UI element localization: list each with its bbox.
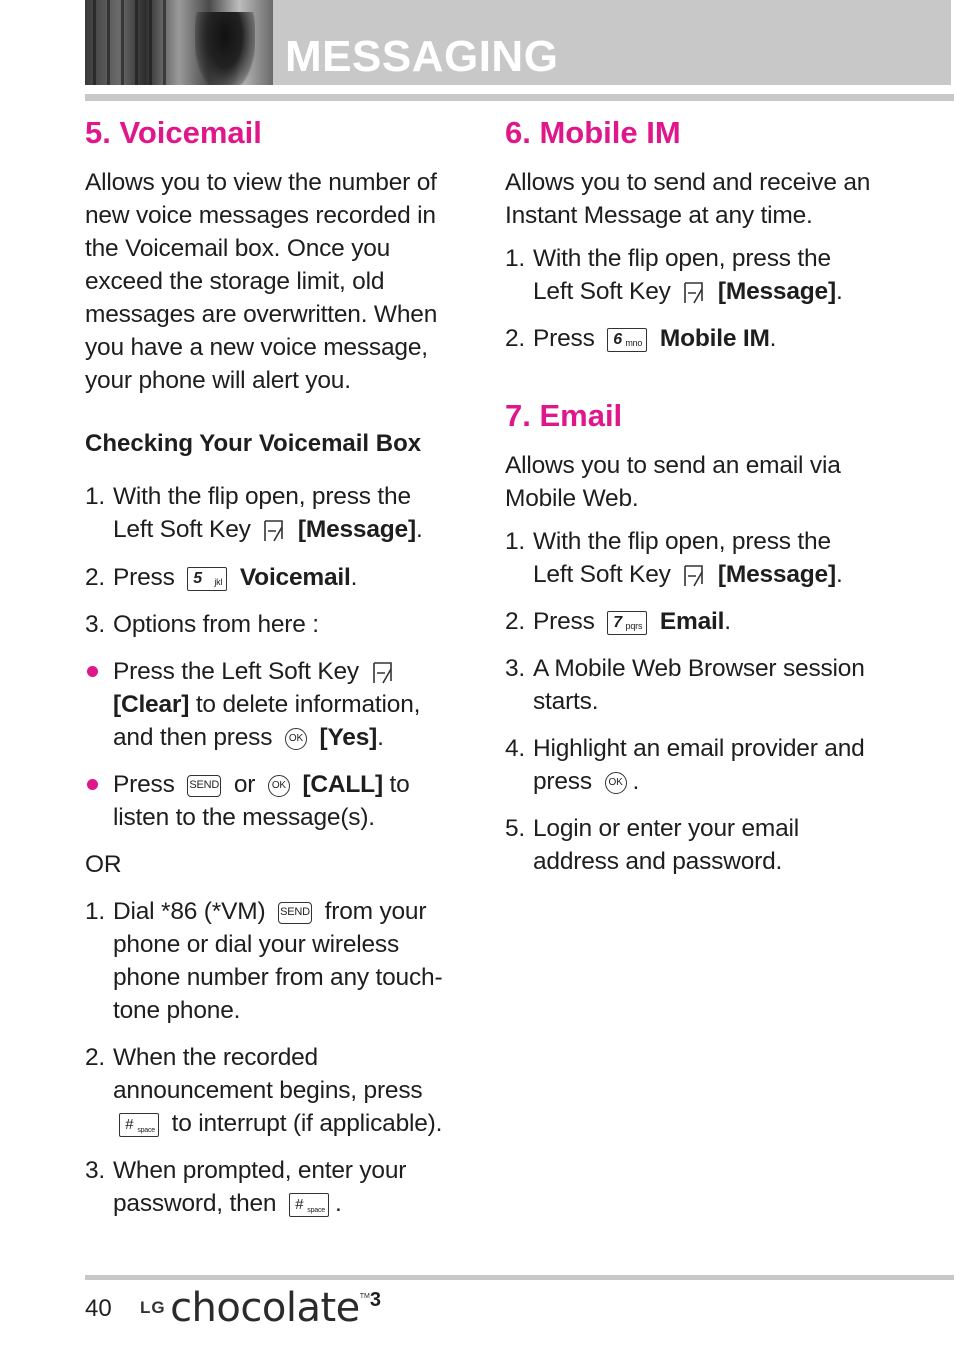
step-text: A Mobile Web Browser session starts. [533, 655, 865, 715]
left-soft-key-icon [372, 661, 394, 685]
brand-prefix: LG [140, 1298, 166, 1317]
list-item: 2. Press 5 jkl Voicemail. [85, 561, 455, 594]
voicemail-subheading: Checking Your Voicemail Box [85, 430, 422, 457]
step-text: Press [533, 608, 595, 635]
step-text: With the flip open, press the Left Soft Key [113, 483, 411, 543]
footer-divider [85, 1275, 954, 1280]
header-photo [85, 0, 273, 85]
step-number: 2. [505, 325, 526, 352]
step-key-label: Email [659, 608, 725, 635]
brand-logo [140, 1285, 381, 1331]
email-heading: 7. Email [505, 398, 623, 433]
step-text: from your phone or dial your wireless phone number from any touch-tone phone. [113, 898, 443, 1024]
list-item: Press the Left Soft Key [Clear] to delete information, and then press OK [Yes]. [85, 655, 455, 754]
list-item [85, 608, 455, 641]
list-item [505, 812, 875, 878]
step-number: 2. [85, 1044, 106, 1071]
bullet-icon [87, 666, 98, 677]
step-key-label: Voicemail [239, 564, 351, 591]
pound-key-icon: # space [119, 1113, 159, 1137]
voicemail-intro: Allows you to view the number of new voice messages recorded in the Voicemail box. Once you exceed the storage limit, old messages are overwritten. When you have a new voice message, your phone will alert you. [85, 169, 438, 394]
ok-key-icon: OK [268, 775, 290, 797]
voicemail-alt-steps [85, 895, 455, 1220]
step-text: When prompted, enter your password, then [113, 1157, 407, 1217]
list-item: 4. Highlight an email provider and press OK . [505, 732, 875, 798]
step-number: 2. [85, 564, 106, 591]
list-item [505, 652, 875, 718]
email-section [505, 393, 875, 878]
list-item: 1. With the flip open, press the Left Soft Key [Message]. [505, 525, 875, 591]
brand-version: 3 [369, 1289, 381, 1311]
voicemail-steps [85, 480, 455, 641]
step-number: 5. [505, 815, 526, 842]
step-number: 3. [85, 611, 106, 638]
bullet-key-label: [Clear] [113, 691, 190, 718]
ok-key-icon: OK [605, 772, 627, 794]
step-number: 1. [85, 898, 106, 925]
voicemail-options [85, 655, 455, 834]
voicemail-heading: 5. Voicemail [85, 115, 262, 150]
ok-key-icon: OK [285, 728, 307, 750]
key-6-icon: 6 mno [607, 328, 647, 352]
step-text: When the recorded announcement begins, press [113, 1044, 423, 1104]
bullet-key-label: [Yes] [319, 724, 378, 751]
mobile-im-heading: 6. Mobile IM [505, 115, 681, 150]
list-item [85, 1041, 455, 1140]
step-text: Highlight an email provider and press [533, 735, 865, 795]
pound-key-icon: # space [289, 1193, 329, 1217]
header-divider [85, 94, 954, 101]
step-number: 3. [505, 655, 526, 682]
send-key-icon: SEND [278, 902, 312, 924]
list-item: 3. When prompted, enter your password, then # space . [85, 1154, 455, 1220]
brand-name: chocolate [170, 1285, 360, 1331]
list-item: 2. Press 7 pqrs Email. [505, 605, 875, 638]
step-number: 2. [505, 608, 526, 635]
mobile-im-intro: Allows you to send and receive an Instant Message at any time. [505, 169, 871, 229]
mobile-im-section [505, 110, 875, 878]
step-key-label: [Message] [717, 561, 836, 588]
step-text: to interrupt (if applicable). [171, 1110, 443, 1137]
step-text: Options from here : [113, 611, 319, 638]
email-intro: Allows you to send an email via Mobile Web. [505, 452, 841, 512]
step-number: 1. [505, 528, 526, 555]
step-number: 1. [85, 483, 106, 510]
step-text: Dial *86 (*VM) [113, 898, 266, 925]
section-title: MESSAGING [285, 32, 559, 81]
list-item [85, 895, 455, 1027]
bullet-text: Press [113, 771, 175, 798]
bullet-text: to listen to the message(s). [113, 771, 410, 831]
bullet-text: Press the Left Soft Key [113, 658, 359, 685]
bullet-key-label: [CALL] [302, 771, 383, 798]
voicemail-section [85, 110, 455, 1220]
bullet-text: to delete information, and then press [113, 691, 421, 751]
step-text: Login or enter your email address and password. [533, 815, 800, 875]
step-key-label: [Message] [297, 516, 416, 543]
left-soft-key-icon [683, 564, 705, 588]
step-text: Press [533, 325, 595, 352]
list-item: 2. Press 6 mno Mobile IM. [505, 322, 875, 355]
step-key-label: Mobile IM [659, 325, 770, 352]
key-5-icon: 5 jkl [187, 567, 227, 591]
step-text: Press [113, 564, 175, 591]
bullet-text: or [233, 771, 256, 798]
step-number: 3. [85, 1157, 106, 1184]
or-separator: OR [85, 851, 122, 878]
step-text: With the flip open, press the Left Soft Key [533, 245, 831, 305]
list-item: 1. With the flip open, press the Left Soft Key [Message]. [85, 480, 455, 546]
list-item: 1. With the flip open, press the Left Soft Key [Message]. [505, 242, 875, 308]
email-steps [505, 525, 875, 878]
key-7-icon: 7 pqrs [607, 611, 647, 635]
step-number: 4. [505, 735, 526, 762]
left-soft-key-icon [683, 281, 705, 305]
bullet-icon [87, 779, 98, 790]
send-key-icon: SEND [187, 775, 221, 797]
page-number: 40 [85, 1295, 112, 1322]
left-soft-key-icon [263, 519, 285, 543]
list-item [85, 768, 455, 834]
brand-trademark: TM [359, 1293, 370, 1300]
step-key-label: [Message] [717, 278, 836, 305]
step-number: 1. [505, 245, 526, 272]
mobile-im-steps [505, 242, 875, 355]
step-text: With the flip open, press the Left Soft Key [533, 528, 831, 588]
